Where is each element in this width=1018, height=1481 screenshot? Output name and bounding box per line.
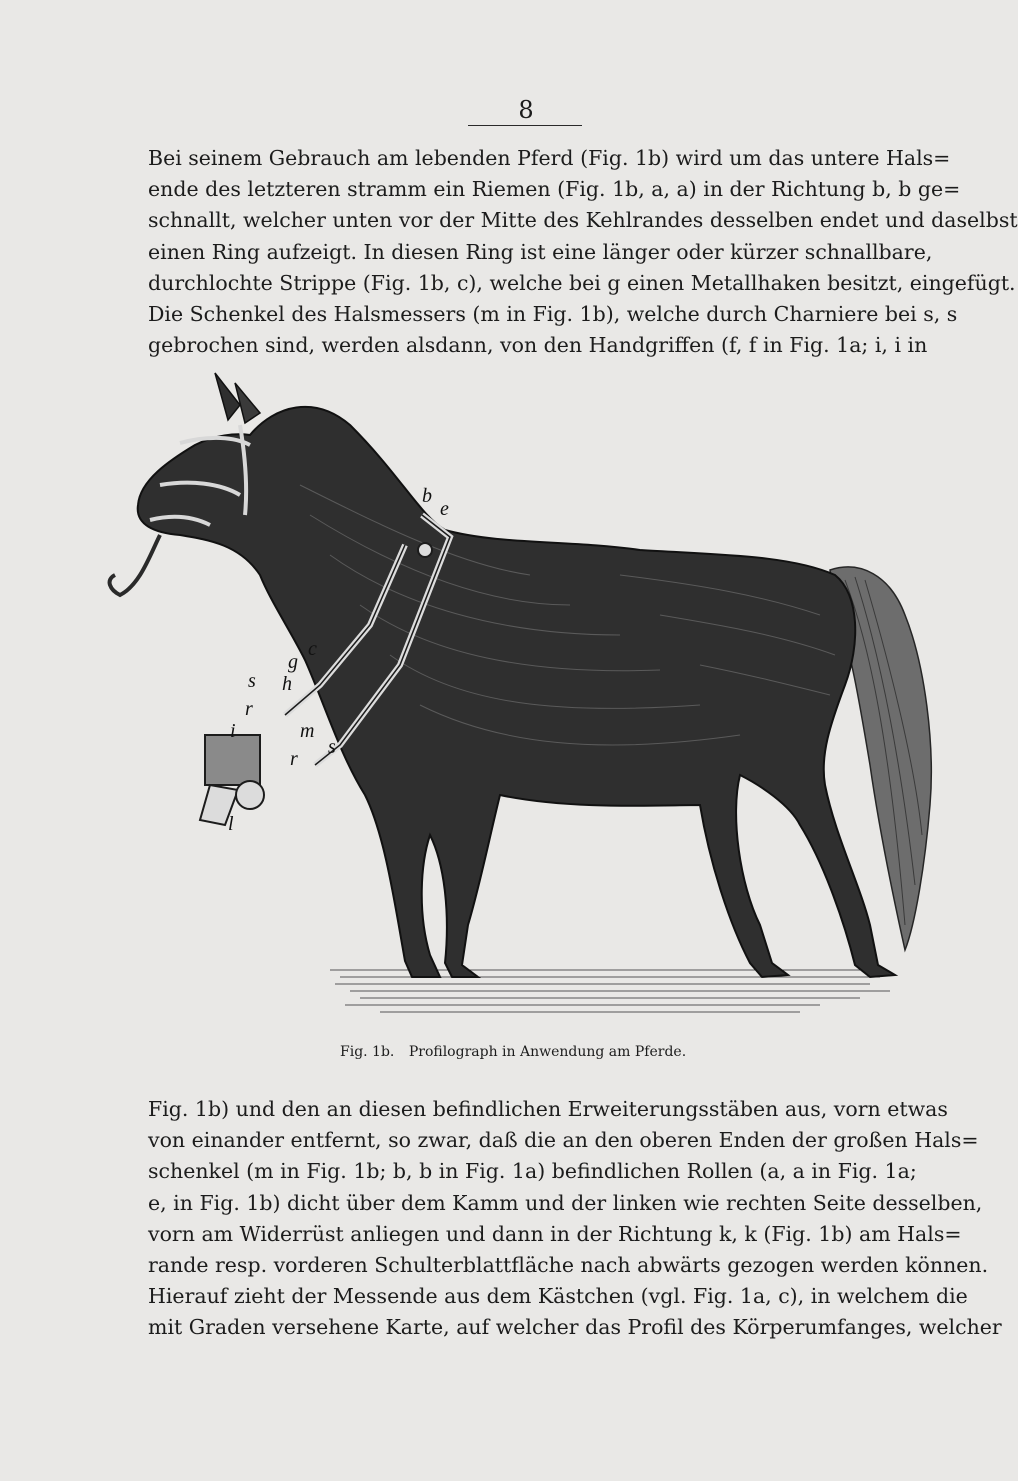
text-line: Hierauf zieht der Messende aus dem Kästchen (vgl. Fig. 1a, c), in welchem die xyxy=(148,1284,968,1309)
text-line: vorn am Widerrüst anliegen und dann in der Richtung k, k (Fig. 1b) am Hals= xyxy=(148,1221,962,1246)
figure-letter: g xyxy=(288,651,298,673)
page-number: 8 xyxy=(518,96,534,124)
rein xyxy=(110,535,160,595)
figure-letter: h xyxy=(282,673,292,695)
figure-letter: b xyxy=(422,485,432,507)
figure-caption xyxy=(340,1044,700,1060)
text-line: schenkel (m in Fig. 1b; b, b in Fig. 1a) befindlichen Rollen (a, a in Fig. 1a; xyxy=(148,1159,917,1184)
figure-letter: m xyxy=(300,720,315,742)
horse-engraving-figure xyxy=(100,365,940,1035)
figure-caption-label: Fig. 1b. xyxy=(340,1044,395,1060)
text-line: Bei seinem Gebrauch am lebenden Pferd (Fig. 1b) wird um das untere Hals= xyxy=(148,146,951,170)
figure-caption-text: Profilograph in Anwendung am Pferde. xyxy=(408,1044,687,1060)
text-line: rande resp. vorderen Schulterblattfläche nach abwärts gezogen werden können. xyxy=(148,1252,989,1277)
text-line: durchlochte Strippe (Fig. 1b, c), welche bei g einen Metallhaken besitzt, eingefügt. xyxy=(148,270,1016,295)
text-line: gebrochen sind, werden alsdann, von den Handgriffen (f, f in Fig. 1a; i, i in xyxy=(148,333,928,358)
text-line: schnallt, welcher unten vor der Mitte des Kehlrandes desselben endet und daselbst xyxy=(148,208,1018,233)
figure-letter: c xyxy=(308,638,317,660)
paragraph-top xyxy=(148,143,1018,361)
text-line: mit Graden versehene Karte, auf welcher das Profil des Körperumfanges, welcher xyxy=(148,1315,1002,1340)
horse-illustration xyxy=(100,365,940,1035)
figure-letter: r xyxy=(245,698,253,720)
text-line: von einander entfernt, so zwar, daß die an den oberen Enden der großen Hals= xyxy=(148,1128,979,1153)
text-line: e, in Fig. 1b) dicht über dem Kamm und der linken wie rechten Seite desselben, xyxy=(148,1190,983,1215)
figure-letter: e xyxy=(440,498,449,520)
text-line: ende des letzteren stramm ein Riemen (Fig. 1b, a, a) in der Richtung b, b ge= xyxy=(148,177,961,202)
figure-letter: l xyxy=(228,813,234,835)
figure-letter: i xyxy=(230,720,236,742)
horse-ear xyxy=(215,373,240,420)
page-number-rule xyxy=(468,125,582,126)
figure-letter: s xyxy=(328,736,336,758)
figure-letter: r xyxy=(290,748,298,770)
text-line: Fig. 1b) und den an diesen befindlichen Erweiterungsstäben aus, vorn etwas xyxy=(148,1097,948,1121)
figure-letter: s xyxy=(248,670,256,692)
paragraph-bottom xyxy=(148,1094,1002,1344)
text-line: einen Ring aufzeigt. In diesen Ring ist eine länger oder kürzer schnallbare, xyxy=(148,239,933,264)
text-line: Die Schenkel des Halsmessers (m in Fig. 1b), welche durch Charniere bei s, s xyxy=(148,301,958,326)
